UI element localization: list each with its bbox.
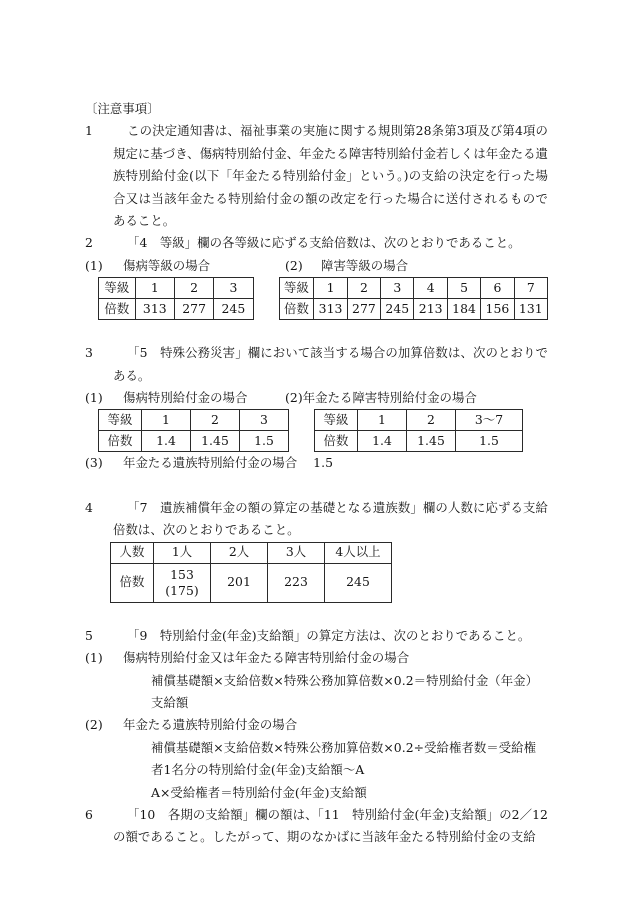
- special-disability-table: [314, 409, 523, 452]
- cell-row-label: 人数: [111, 542, 154, 563]
- cell-row-label: 等級: [99, 410, 142, 431]
- injury-grade-caption-number: (1): [85, 257, 103, 273]
- cell-grade: 2: [347, 278, 380, 299]
- special-survivor-line: [85, 452, 548, 474]
- cell-count: 2人: [211, 542, 268, 563]
- note-item-1-number: 1: [85, 123, 93, 139]
- survivors-table: [110, 542, 392, 603]
- special-tables-row: [85, 409, 548, 452]
- cell-multiplier: 277: [347, 299, 380, 320]
- cell-multiplier-stacked: [154, 563, 211, 602]
- note-item-5-number: 5: [85, 627, 93, 643]
- table-row: [111, 563, 392, 602]
- table-row: [111, 542, 392, 563]
- cell-row-label: 等級: [279, 278, 314, 299]
- cell-multiplier: 1.45: [407, 431, 456, 452]
- injury-grade-caption: [85, 255, 285, 277]
- cell-multiplier: 1.5: [240, 431, 289, 452]
- special-table-captions: [85, 387, 548, 409]
- note-5-sub-2: [85, 714, 548, 736]
- note-item-4-number: 4: [85, 499, 93, 515]
- note-item-3: [85, 342, 548, 387]
- cell-row-label: 倍数: [99, 431, 142, 452]
- notes-heading: 〔注意事項〕: [85, 101, 160, 116]
- cell-multiplier: 1.45: [191, 431, 240, 452]
- special-injury-caption-number: (1): [85, 390, 103, 406]
- grade-table-captions: [85, 255, 548, 277]
- table-row: [99, 410, 289, 431]
- table-row: [315, 410, 523, 431]
- cell-grade: 3〜7: [456, 410, 523, 431]
- cell-multiplier: 1.4: [358, 431, 407, 452]
- note-item-4: [85, 497, 548, 542]
- table-row: [279, 278, 547, 299]
- special-survivor-value: 1.5: [313, 455, 333, 471]
- cell-grade: 2: [174, 278, 213, 299]
- cell-grade: 1: [135, 278, 174, 299]
- cell-multiplier: 277: [174, 299, 213, 320]
- cell-row-label: 等級: [315, 410, 358, 431]
- cell-grade: 3: [240, 410, 289, 431]
- note-item-2: [85, 232, 548, 254]
- cell-multiplier: 1.4: [142, 431, 191, 452]
- cell-multiplier: 313: [314, 299, 347, 320]
- cell-grade: 3: [381, 278, 414, 299]
- cell-multiplier: 313: [135, 299, 174, 320]
- cell-count: 3人: [268, 542, 325, 563]
- cell-row-label: 倍数: [99, 299, 136, 320]
- note-item-6: [85, 804, 548, 849]
- cell-grade: 6: [481, 278, 514, 299]
- cell-multiplier: 184: [447, 299, 480, 320]
- note-item-3-text: 「5 特殊公務災害」欄において該当する場合の加算倍数は、次のとおりである。: [113, 345, 548, 383]
- cell-count: 1人: [154, 542, 211, 563]
- disability-grade-caption-title: 障害等級の場合: [321, 257, 409, 273]
- note-5-sub-1-title: 傷病特別給付金又は年金たる障害特別給付金の場合: [123, 650, 410, 666]
- note-5-sub-2-formula-2: A×受給権者＝特別給付金(年金)支給額: [151, 784, 367, 800]
- note-5-sub-1-formula: 補償基礎額×支給倍数×特殊公務加算倍数×0.2＝特別給付金（年金）支給額: [151, 672, 539, 710]
- note-item-4-text: 「7 遺族補償年金の額の算定の基礎となる遺族数」欄の人数に応ずる支給倍数は、次のとおりであること。: [113, 499, 548, 538]
- table-row: [99, 431, 289, 452]
- cell-row-label: 等級: [99, 278, 136, 299]
- cell-multiplier: 201: [211, 563, 268, 602]
- cell-multiplier: 245: [214, 299, 253, 320]
- special-survivor-number: (3): [85, 455, 103, 471]
- cell-multiplier: 213: [414, 299, 447, 320]
- disability-grade-caption: [285, 255, 408, 277]
- cell-count: 4人以上: [325, 542, 392, 563]
- special-injury-caption-title: 傷病特別給付金の場合: [123, 390, 248, 406]
- note-item-5-text: 「9 特別給付金(年金)支給額」の算定方法は、次のとおりであること。: [127, 627, 531, 643]
- special-disability-caption-title: 年金たる障害特別給付金の場合: [302, 390, 477, 406]
- cell-row-label: 倍数: [279, 299, 314, 320]
- special-injury-caption: [85, 387, 285, 409]
- grade-tables-row: [85, 277, 548, 320]
- cell-grade: 1: [314, 278, 347, 299]
- cell-multiplier-alternate: (175): [165, 582, 199, 598]
- cell-multiplier: 245: [381, 299, 414, 320]
- cell-grade: 2: [191, 410, 240, 431]
- note-item-1: [85, 120, 548, 232]
- cell-row-label: 倍数: [315, 431, 358, 452]
- cell-multiplier: 245: [325, 563, 392, 602]
- special-injury-table: [98, 409, 289, 452]
- note-item-3-number: 3: [85, 345, 93, 361]
- cell-grade: 2: [407, 410, 456, 431]
- cell-grade: 3: [214, 278, 253, 299]
- note-5-sub-1: [85, 647, 548, 669]
- note-5-sub-2-formula-1: 補償基礎額×支給倍数×特殊公務加算倍数×0.2÷受給権者数＝受給権者1名分の特別給付金(年金)支給額〜A: [151, 739, 537, 778]
- special-disability-caption-number: (2): [285, 390, 303, 406]
- document-body: [85, 98, 548, 849]
- injury-grade-table: [98, 277, 254, 320]
- cell-grade: 1: [358, 410, 407, 431]
- table-row: [279, 299, 547, 320]
- cell-grade: 4: [414, 278, 447, 299]
- special-survivor-text: 年金たる遺族特別給付金の場合 1.5: [123, 455, 333, 471]
- cell-multiplier: 156: [481, 299, 514, 320]
- disability-grade-caption-number: (2): [285, 257, 303, 273]
- cell-multiplier-primary: 153: [170, 566, 194, 582]
- cell-grade: 5: [447, 278, 480, 299]
- special-disability-caption: [285, 387, 477, 409]
- note-item-5: [85, 625, 548, 647]
- spacer: [85, 475, 548, 497]
- note-item-2-number: 2: [85, 235, 93, 251]
- note-item-2-text: 「4 等級」欄の各等級に応ずる支給倍数は、次のとおりであること。: [127, 235, 521, 251]
- spacer: [85, 603, 548, 625]
- table-row: [99, 278, 254, 299]
- note-item-6-text: 「10 各期の支給額」欄の額は、「11 特別給付金(年金)支給額」の2／12の額であること。したがって、期のなかばに当該年金たる特別給付金の支給: [113, 806, 548, 845]
- spacer: [85, 320, 548, 342]
- disability-grade-table: [279, 277, 548, 320]
- note-5-sub-2-title: 年金たる遺族特別給付金の場合: [123, 717, 298, 733]
- table-row: [99, 299, 254, 320]
- note-5-sub-2-number: (2): [85, 717, 103, 733]
- table-row: [315, 431, 523, 452]
- cell-grade: 7: [514, 278, 547, 299]
- note-item-6-number: 6: [85, 806, 93, 822]
- cell-multiplier: 131: [514, 299, 547, 320]
- cell-grade: 1: [142, 410, 191, 431]
- note-5-sub-1-number: (1): [85, 650, 103, 666]
- cell-multiplier: 1.5: [456, 431, 523, 452]
- cell-multiplier: 223: [268, 563, 325, 602]
- injury-grade-caption-title: 傷病等級の場合: [123, 257, 211, 273]
- note-item-1-text: この決定通知書は、福祉事業の実施に関する規則第28条第3項及び第4項の規定に基づき、傷病特別給付金、年金たる障害特別給付金若しくは年金たる遺族特別給付金(以下「年金たる特別給付金」という。)の支給の決定を行った場合又は当該年金たる特別給付金の額の改定を行った場合に送付されるものであること。: [113, 123, 548, 229]
- cell-row-label: 倍数: [111, 563, 154, 602]
